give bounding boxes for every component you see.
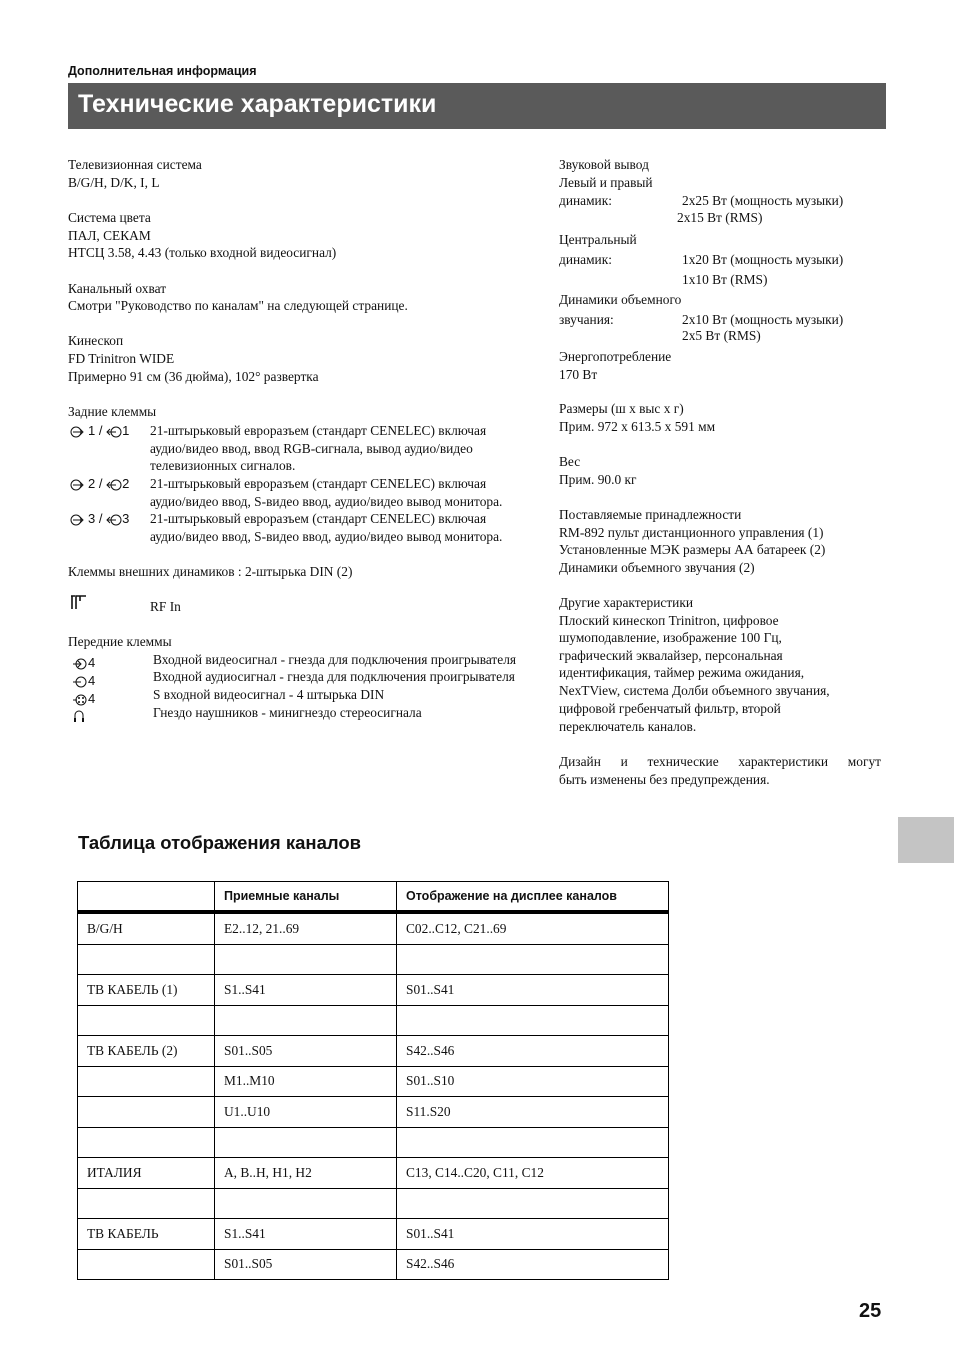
rear-terminal-2-icons: 2 / 2 [70, 475, 129, 493]
chapter-tab [898, 817, 954, 863]
rear-terminal-1-icons: 1 / 1 [70, 422, 129, 440]
dimensions-value: Прим. 972 x 613.5 x 591 мм [559, 419, 716, 434]
rear-terminal-desc: 21-штырьковый евроразъем (стандарт CENELEC) включая [150, 511, 487, 526]
accessory-item: RM-892 пульт дистанционного управления (1) [559, 525, 824, 540]
table-cell: S1..S41 [215, 975, 397, 1006]
other-features-label: Другие характеристики [559, 595, 694, 610]
lr-speaker-label: Левый и правый [559, 175, 653, 190]
scart-input-icon [70, 426, 88, 438]
page-number: 25 [859, 1300, 882, 1322]
section-label: Дополнительная информация [68, 64, 257, 78]
table-header-cell: Приемные каналы [215, 882, 397, 913]
table-cell: C13, C14..C20, C11, C12 [397, 1158, 669, 1189]
table-row [78, 1036, 669, 1067]
table-cell: ИТАЛИЯ [78, 1158, 215, 1189]
other-feature-line: переключатель каналов. [559, 719, 697, 734]
table-cell [215, 944, 397, 975]
front-terminals-label: Передние клеммы [68, 634, 172, 649]
other-feature-line: шумоподавление, изображение 100 Гц, [559, 630, 782, 645]
scart-output-icon [106, 479, 122, 491]
table-row [78, 1005, 669, 1036]
center-speaker-label: Центральный [559, 232, 637, 247]
rf-in-label: RF In [150, 599, 181, 614]
table-cell: ТВ КАБЕЛЬ [78, 1219, 215, 1250]
table-cell: ТВ КАБЕЛЬ (1) [78, 975, 215, 1006]
table-cell: C02..C12, C21..69 [397, 912, 669, 944]
table-cell: A, B..H, H1, H2 [215, 1158, 397, 1189]
table-header-cell: Отображение на дисплее каналов [397, 882, 669, 913]
lr-speaker-label: динамик: [559, 193, 612, 208]
table-cell [215, 1127, 397, 1158]
external-speakers: Клеммы внешних динамиков : 2-штырька DIN (2) [68, 564, 353, 579]
page-title: Технические характеристики [78, 90, 437, 118]
table-cell: S42..S46 [397, 1036, 669, 1067]
table-header-cell [78, 882, 215, 913]
scart-input-icon [70, 514, 88, 526]
front-terminal-num: 4 [88, 655, 96, 670]
center-speaker-value: 1x20 Вт (мощность музыки) [682, 252, 844, 267]
rear-terminal-3-icons: 3 / 3 [70, 510, 129, 528]
surround-speaker-label: звучания: [559, 312, 614, 327]
table-cell [397, 944, 669, 975]
table-row [78, 1066, 669, 1097]
accessories-label: Поставляемые принадлежности [559, 507, 742, 522]
table-cell: S01..S41 [397, 1219, 669, 1250]
front-terminal-num: 4 [88, 691, 96, 706]
rear-terminal-desc: 21-штырьковый евроразъем (стандарт CENELEC) включая [150, 476, 487, 491]
accessory-item: Динамики объемного звучания (2) [559, 560, 755, 575]
surround-speaker-value: 2x10 Вт (мощность музыки) [682, 312, 844, 327]
table-title: Таблица отображения каналов [78, 832, 362, 853]
headphones-icon [73, 709, 85, 723]
dimensions-label: Размеры (ш x выс x г) [559, 401, 684, 416]
front-terminal-num: 4 [88, 673, 96, 688]
table-cell [397, 1127, 669, 1158]
table-row [78, 944, 669, 975]
table-cell [215, 1005, 397, 1036]
rear-terminal-num: 2 [122, 476, 130, 491]
table-row [78, 1249, 669, 1280]
table-cell: S01..S10 [397, 1066, 669, 1097]
rear-terminal-desc: аудио/видео ввод, ввод RGB-сигнала, вывод аудио/видео [150, 441, 473, 456]
tube-value: Примерно 91 см (36 дюйма), 102° развертка [68, 369, 319, 384]
accessory-item: Установленные МЭК размеры АА батареек (2) [559, 542, 826, 557]
power-value: 170 Вт [559, 367, 598, 382]
front-terminal-desc: Входной аудиосигнал - гнезда для подключения проигрывателя [153, 669, 515, 684]
scart-output-icon [106, 514, 122, 526]
tv-system-label: Телевизионная система [68, 157, 202, 172]
table-cell: S1..S41 [215, 1219, 397, 1250]
lr-speaker-value: 2x15 Вт (RMS) [677, 210, 763, 225]
table-cell [397, 1005, 669, 1036]
table-cell [215, 1188, 397, 1219]
table-row [78, 1219, 669, 1250]
rear-terminal-num: 2 [88, 476, 96, 491]
table-cell [78, 1188, 215, 1219]
table-cell: S01..S05 [215, 1036, 397, 1067]
rear-terminals-label: Задние клеммы [68, 404, 157, 419]
front-terminal-desc: Гнездо наушников - минигнездо стереосигнала [153, 705, 422, 720]
table-cell: S11.S20 [397, 1097, 669, 1128]
rear-terminal-num: 3 [88, 511, 96, 526]
audio-input-icon [72, 676, 88, 688]
table-cell [78, 1249, 215, 1280]
scart-input-icon [70, 479, 88, 491]
scart-output-icon [106, 426, 122, 438]
table-row [78, 1158, 669, 1189]
table-cell: S01..S05 [215, 1249, 397, 1280]
power-label: Энергопотребление [559, 349, 672, 364]
center-speaker-label: динамик: [559, 252, 612, 267]
lr-speaker-value: 2x25 Вт (мощность музыки) [682, 193, 844, 208]
title-bar [68, 83, 886, 129]
table-cell [78, 1066, 215, 1097]
channel-coverage-value: Смотри "Руководство по каналам" на следующей странице. [68, 298, 408, 313]
color-system-value: НТСЦ 3.58, 4.43 (только входной видеосигнал) [68, 245, 337, 260]
weight-label: Вес [559, 454, 581, 469]
rear-terminal-desc: аудио/видео ввод, S-видео ввод, аудио/видео вывод монитора. [150, 494, 503, 509]
front-terminal-icons [72, 672, 95, 690]
center-speaker-value: 1x10 Вт (RMS) [682, 272, 768, 287]
table-cell: ТВ КАБЕЛЬ (2) [78, 1036, 215, 1067]
other-feature-line: идентификация, таймер режима ожидания, [559, 665, 805, 680]
table-cell [397, 1188, 669, 1219]
table-cell: S42..S46 [397, 1249, 669, 1280]
rear-terminal-desc: 21-штырьковый евроразъем (стандарт CENELEC) включая [150, 423, 487, 438]
table-row [78, 1188, 669, 1219]
surround-speaker-label: Динамики объемного [559, 292, 682, 307]
table-header-row [78, 882, 669, 913]
front-terminal-icons [72, 690, 95, 708]
other-feature-line: NexTView, система Долби объемного звучания, [559, 683, 830, 698]
table-cell: M1..M10 [215, 1066, 397, 1097]
antenna-icon [70, 594, 88, 610]
rear-terminal-num: 3 [122, 511, 130, 526]
color-system-label: Система цвета [68, 210, 151, 225]
rear-terminal-desc: телевизионных сигналов. [150, 458, 296, 473]
table-cell: S01..S41 [397, 975, 669, 1006]
table-row [78, 975, 669, 1006]
table-cell [78, 1127, 215, 1158]
s-video-input-icon [72, 694, 88, 706]
table-cell: U1..U10 [215, 1097, 397, 1128]
table-cell [78, 1005, 215, 1036]
table-cell: B/G/H [78, 912, 215, 944]
table-cell [78, 1097, 215, 1128]
other-feature-line: цифровой гребенчатый фильтр, второй [559, 701, 781, 716]
front-terminal-desc: Входной видеосигнал - гнезда для подключения проигрывателя [153, 652, 517, 667]
other-feature-line: Плоский кинескоп Trinitron, цифровое [559, 613, 779, 628]
rear-terminal-num: 1 [122, 423, 130, 438]
weight-value: Прим. 90.0 кг [559, 472, 637, 487]
disclaimer: быть изменены без предупреждения. [559, 772, 770, 787]
tube-label: Кинескоп [68, 333, 124, 348]
disclaimer: Дизайн и технические характеристики могут [559, 754, 881, 769]
front-terminal-icons [72, 654, 95, 672]
front-terminal-desc: S входной видеосигнал - 4 штырька DIN [153, 687, 385, 702]
table-cell [78, 944, 215, 975]
tube-value: FD Trinitron WIDE [68, 351, 175, 366]
surround-speaker-value: 2x5 Вт (RMS) [682, 328, 761, 343]
rear-terminal-desc: аудио/видео ввод, S-видео ввод, аудио/видео вывод монитора. [150, 529, 503, 544]
color-system-value: ПАЛ, СЕКАМ [68, 228, 151, 243]
channel-table [77, 881, 669, 1280]
sound-output-label: Звуковой вывод [559, 157, 649, 172]
video-input-icon [72, 658, 88, 670]
other-feature-line: графический эквалайзер, персональная [559, 648, 783, 663]
table-cell: E2..12, 21..69 [215, 912, 397, 944]
table-row [78, 1127, 669, 1158]
channel-coverage-label: Канальный охват [68, 281, 167, 296]
rear-terminal-num: 1 [88, 423, 96, 438]
tv-system-value: B/G/H, D/K, I, L [68, 175, 160, 190]
table-row [78, 1097, 669, 1128]
table-row [78, 912, 669, 944]
